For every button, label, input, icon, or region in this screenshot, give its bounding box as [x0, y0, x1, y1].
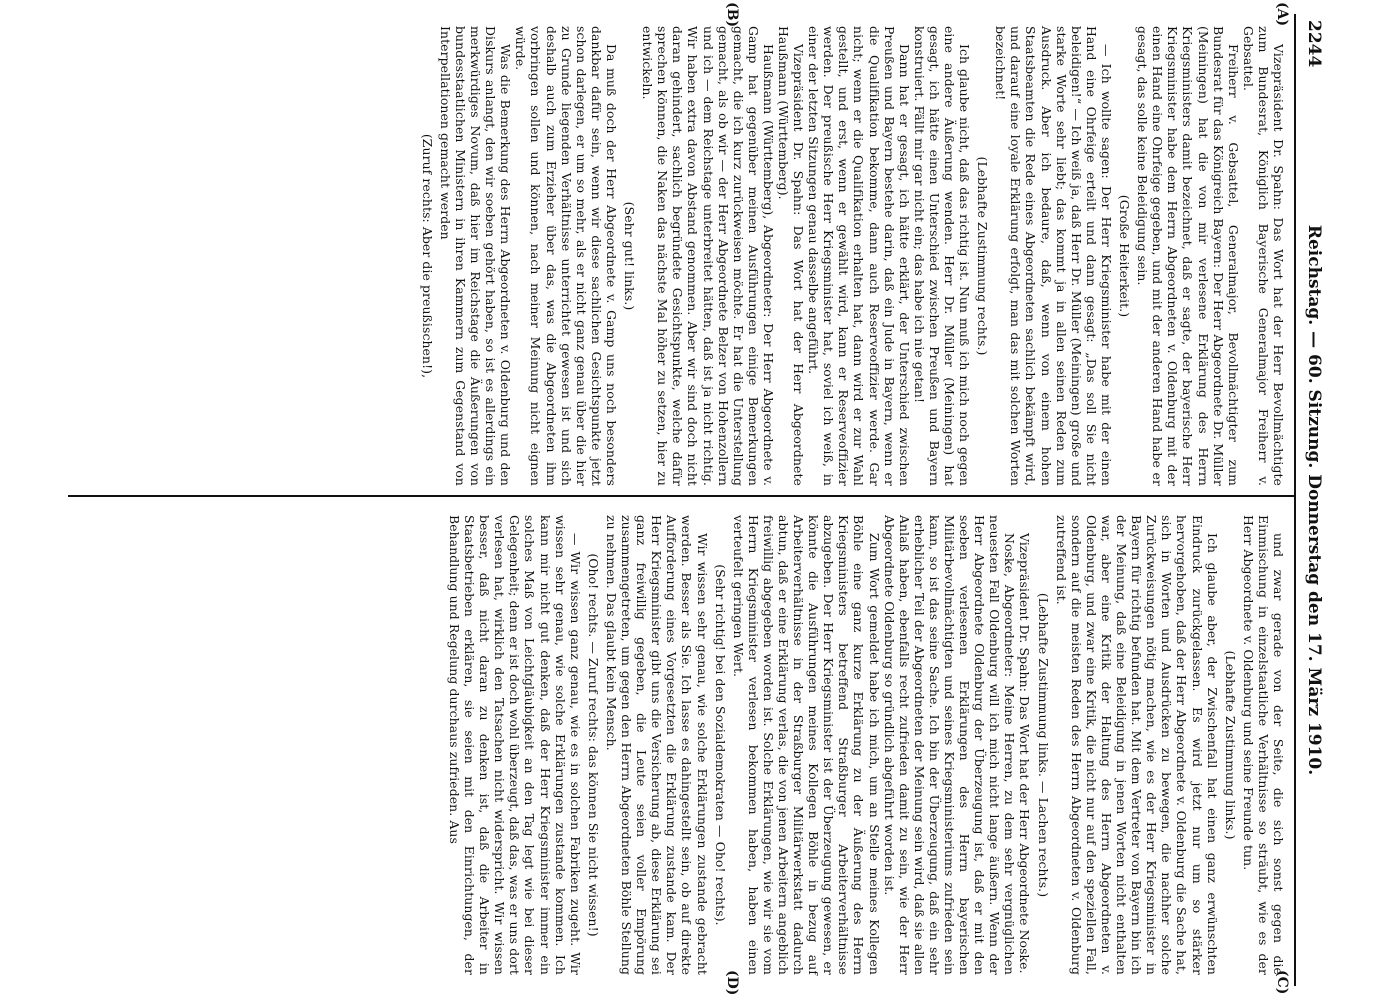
- paragraph: Ich glaube aber, der Zwischenfall hat einen ganz erwünschten Eindruck zurückgelassen. Es wird jetzt nur um so stärker hervorgehoben, daß der Herr Abgeordnete v. Oldenburg die Sache hat, sich in Worten und Ausdrücken zu bewegen, die nachher solche Zurückweisungen nötig machen, wie es der Herr Kriegsminister in Bayern für richtig befunden hat. Mit dem Vertreter von Bayern bin ich der Meinung, daß eine Beleidigung in jenen Worten nicht enthalten war, aber eine Kritik der Haltung des Herrn Abgeordneten v. Oldenburg, und zwar eine Kritik, die nicht nur auf den speziellen Fall, sondern auf die meisten Reden des Herrn Abgeordneten v. Oldenburg zutreffend ist.: [1053, 515, 1220, 975]
- paragraph: Ich glaube nicht, daß das richtig ist. Nun muß ich mich noch gegen eine andere Äußerung wenden. Herr Dr. Müller (Meiningen) hat gesagt, ich hätte einen Unterschied zwischen Preußen und Bayern konstruiert. Fällt mir gar nicht ein; das habe ich nie getan!: [911, 26, 973, 486]
- paragraph: Vizepräsident Dr. Spahn: Das Wort hat der Herr Bevollmächtigte zum Bundesrat, Königlich Bayerische Generalmajor Freiherr v. Gebsattel.: [1240, 26, 1286, 486]
- reaction: (Sehr richtig! bei den Sozialdemokraten — Oho! rechts).: [712, 564, 728, 926]
- margin-mark-b: (B): [724, 2, 740, 28]
- header-rule: [1294, 14, 1296, 986]
- paragraph: Freiherr v. Gebsattel, Generalmajor, Bevollmächtigter zum Bundesrat für das Königreich Bayern: Der Herr Abgeordnete Dr. Müller (Meiningen) hat die von mir verlesene Erklärung des Herrn Kriegsministers damit bezeichnet, daß er sagte, der bayerische Herr Kriegsminister habe dem Herrn Abgeordneten v. Oldenburg mit der einen Hand eine Ohrfeige gegeben, und mit der anderen Hand habe er gesagt, das solle keine Beleidigung sein.: [1135, 26, 1241, 486]
- paragraph: Noske, Abgeordneter: Meine Herren, zu dem sehr vergnüglichen neuesten Fall Oldenburg will ich mich nicht lange äußern. Wenn der Herr Abgeordnete Oldenburg der Überzeugung ist, daß er mit den soeben verlesenen Erklärungen des Herrn bayerischen Militärbevollmächtigten und seines Kriegsministeriums zufrieden sein kann, so ist das seine Sache. Ich bin der Überzeugung, daß ein sehr erheblicher Teil der Abgeordneten der Meinung sein wird, daß sie allen Anlaß haben, ebenfalls recht zufrieden damit zu sein, wie der Herr Abgeordnete Oldenburg so gründlich abgeführt worden ist.: [881, 515, 1018, 975]
- paragraph: Wir wissen sehr genau, wie solche Erklärungen zustande gebracht werden. Besser als Sie. Ich lasse es dahingestellt sein, ob auf direkte Aufforderung eines Vorgesetzten die Erklärung zustande kam. Der Herr Kriegsminister gibt uns die Versicherung ab, diese Erklärung sei ganz freiwillig gegeben, die Leute seien voller Empörung zusammengetreten, um gegen den Herrn Abgeordneten Böhle Stellung zu nehmen. Das glaubt kein Mensch.: [603, 515, 710, 975]
- left-column: [417, 26, 1286, 486]
- margin-mark-a: (A): [1274, 2, 1290, 27]
- reaction: (Zuruf rechts: Aber die preußischen!),: [419, 133, 435, 379]
- margin-mark-c: (C): [1274, 970, 1290, 995]
- paragraph: Haußmann (Württemberg), Abgeordneter: Der Herr Abgeordnete v. Gamp hat gegenüber meinen Ausführungen einige Bemerkungen gemacht, die ich kurz zurückweisen möchte. Er hat die Unterstellung gemacht, als ob wir — der Herr Abgeordnete Belzer von Hohenzollern und ich — dem Reichstage unterbreitet hätten, daß ist ja nicht richtig. Wir haben extra davon Abstand genommen. Aber wir sind doch nicht daran gehindert, sachlich begründete Gesichtspunkte, welche dafür sprechen können, die Naken das nächste Mal höher zu setzen, hier zu entwickeln.: [640, 26, 776, 486]
- reaction: (Sehr gut! links.): [622, 201, 638, 311]
- reaction: (Lebhafte Zustimmung rechts.): [975, 156, 991, 356]
- reaction: (Oho! rechts. — Zuruf rechts: das können Sie nicht wissen!): [585, 553, 601, 937]
- paragraph: Was die Bemerkung des Herrn Abgeordneten v. Oldenburg und den Diskurs anlangt, den wir soeben gehört haben, so ist es allerdings ein merkwürdiges Novum, daß hier im Reichstage die Äußerungen von bundesstaatlichen Ministern in ihren Kammern zum Gegenstand von Interpellationen gemacht werden: [437, 26, 514, 486]
- paragraph: Zum Wort gemeldet habe ich mich, um an Stelle meines Kollegen Böhle eine ganz kurze Erklärung zu der Äußerung des Herrn Kriegsministers betreffend Straßburger Arbeiterverhältnisse abzugeben. Der Herr Kriegsminister ist der Überzeugung gewesen, er könnte die Ausführungen meines Kollegen Böhle in bezug auf Arbeiterverhältnisse in der Straßburger Militärwerkstatt dadurch abtun, daß er eine Erklärung verlas, die von jenen Arbeitern angeblich freiwillig abgegeben worden ist. Solche Erklärungen, wie wir sie vom Herrn Kriegsminister verlesen bekommen haben, haben einen verteufelt geringen Wert.: [730, 515, 882, 975]
- right-column: [447, 515, 1286, 975]
- page-header: [1298, 20, 1324, 980]
- reaction: (Große Heiterkeit.): [1117, 194, 1133, 318]
- margin-mark-d: (D): [724, 970, 740, 996]
- rotated-page-content: [50, 0, 1330, 1000]
- paragraph: Vizepräsident Dr. Spahn: Das Wort hat der Herr Abgeordnete Noske.: [1017, 533, 1033, 974]
- paragraph: Vizepräsident Dr. Spahn: Das Wort hat der Herr Abgeordnete Haußmann (Württemberg).: [776, 26, 807, 486]
- paragraph: — Ich wollte sagen: Der Herr Kriegsminister habe mit der einen Hand eine Ohrfeige erteilt und dann gesagt: „Das soll Sie nicht beleidigen!“ — Ich weiß ja, daß Herr Dr. Müller (Meiningen) große und starke Worte sehr liebt; das kommt ja in allen seinen Reden zum Ausdruck. Aber ich bedaure, daß, wenn von einem hohen Staatsbeamten die Rede eines Abgeordneten sachlich bekämpft wird, und darauf eine loyale Erklärung erfolgt, man das mit solchen Worten bezeichnet!: [993, 26, 1114, 486]
- reaction: (Lebhafte Zustimmung links.): [1222, 650, 1238, 840]
- paragraph: — Wir wissen ganz genau, wie es in solchen Fabriken zugeht. Wir wissen sehr genau, wie solche Erklärungen zustande kommen. Ich kann mir nicht gut denken, daß der Herr Kriegsminister immer ein solches Maß von Leichtgläubigkeit an den Tag legt wie bei dieser Gelegenheit; denn er ist doch wohl überzeugt, daß das, was er uns dort verlesen hat, wirklich den Tatsachen nicht widerspricht. Wir wissen besser, daß nicht daran zu denken ist, daß die Arbeiter in Staatsbetrieben erklären, sie seien mit den Einrichtungen, der Behandlung und Regelung durchaus zufrieden. Aus: [447, 515, 583, 975]
- column-divider: [68, 495, 1294, 497]
- reaction: (Lebhafte Zustimmung links. — Lachen rechts.): [1035, 592, 1051, 898]
- paragraph: und zwar gerade von der Seite, die sich sonst gegen die Einmischung in einzelstaatliche Verhältnisse so sträubt, wie es der Herr Abgeordnete v. Oldenburg und seine Freunde tun.: [1240, 515, 1286, 975]
- paragraph: Dann hat er gesagt, ich hätte erklärt, der Unterschied zwischen Preußen und Bayern bestehe darin, daß ein Jude in Bayern, wenn er die Qualifikation bekomme, dann auch Reserveoffizier werde. Gar nicht; wenn er die Qualifikation erhalten hat, dann wird er zur Wahl gestellt, und erst, wenn er gewählt wird, kann er Reserveoffizier werden. Der preußische Herr Kriegsminister hat, soviel ich weiß, in einer der letzten Sitzungen genau dasselbe angeführt.: [806, 26, 912, 486]
- page-number: 2244: [1304, 20, 1324, 68]
- page-title: Reichstag. — 60. Sitzung. Donnerstag den 17. März 1910.: [1304, 224, 1324, 776]
- paragraph: Da muß doch der Herr Abgeordnete v. Gamp uns noch besonders dankbar dafür sein, wenn wir diese sachlichen Gesichtspunkte jetzt schon darlegen, er um so mehr, als er nicht ganz genau über die hier zu Grunde liegenden Verhältnisse unterrichtet gewesen ist und sich deshalb auch zum Erzieher über das, was die Abgeordneten ihm vorbringen sollen und können, nach meiner Meinung nicht eignen würde.: [513, 26, 619, 486]
